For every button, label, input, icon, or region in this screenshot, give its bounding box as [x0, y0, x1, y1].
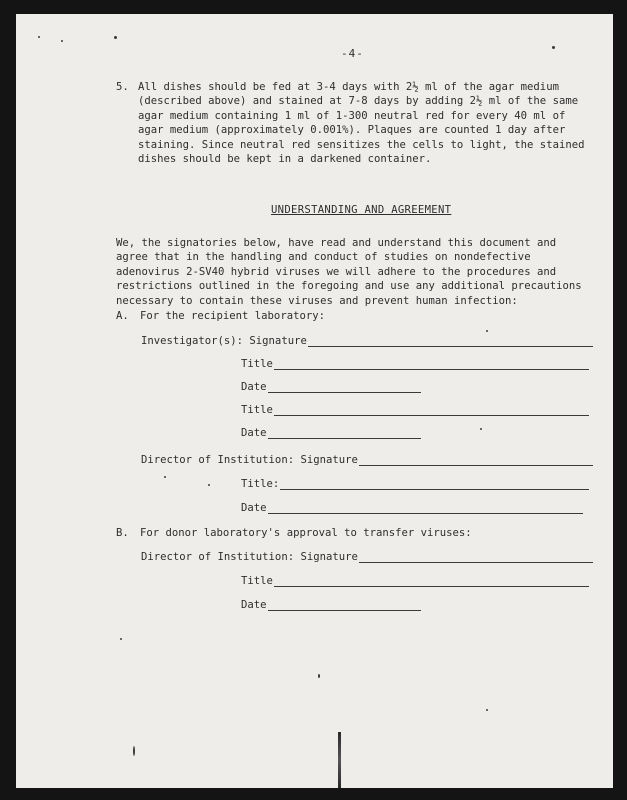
scan-speck: [61, 40, 63, 42]
document-page: [16, 14, 613, 788]
date-label-1: Date: [241, 381, 267, 393]
investigator-title-field-1[interactable]: [241, 358, 589, 370]
item-5-paragraph: [116, 80, 596, 166]
investigator-signature-field[interactable]: [141, 335, 593, 347]
director-signature-line-b[interactable]: [359, 551, 593, 563]
date-line-b[interactable]: [268, 599, 421, 611]
investigator-date-field-2[interactable]: [241, 427, 421, 439]
date-line-1[interactable]: [268, 381, 421, 393]
section-a-label: For the recipient laboratory:: [140, 310, 325, 322]
section-b-letter: B.: [116, 527, 129, 539]
director-signature-field-b[interactable]: [141, 551, 593, 563]
date-label-3: Date: [241, 502, 267, 514]
title-label-3: Title:: [241, 478, 280, 490]
title-line-2[interactable]: [274, 404, 589, 416]
binding-mark: [338, 732, 341, 788]
section-a-heading: [116, 310, 325, 322]
director-date-field-b[interactable]: [241, 599, 421, 611]
scan-speck: [208, 484, 210, 486]
scan-speck: [486, 709, 488, 711]
item-5-number: 5.: [116, 81, 129, 93]
date-label-b: Date: [241, 599, 267, 611]
scan-speck: [486, 330, 488, 332]
director-signature-line-a[interactable]: [359, 454, 593, 466]
item-5-text: All dishes should be fed at 3-4 days with 2½ ml of the agar medium (described above) and stained at 7-8 days by adding 2½ ml of the same agar medium containing 1 ml of 1-300 neutral red for every 40 ml of agar medium (approximately 0.001%). Plaques are counted 1 day after staining. Since neutral red sensitizes the cells to light, the stained dishes should be kept in a darkened container.: [138, 81, 585, 166]
title-line-1[interactable]: [274, 358, 589, 370]
title-line-3[interactable]: [280, 478, 589, 490]
agreement-intro-paragraph: We, the signatories below, have read and understand this document and agree that in the handling and conduct of studies on nondefective adenovirus 2-SV40 hybrid viruses we will adhere to the procedures and restrictions outlined in the foregoing and use any additional precautions necessary to contain these viruses and prevent human infection:: [116, 237, 582, 307]
section-b-label: For donor laboratory's approval to transfer viruses:: [140, 527, 472, 539]
director-title-field-b[interactable]: [241, 575, 589, 587]
investigator-title-field-2[interactable]: [241, 404, 589, 416]
scan-speck: [114, 36, 117, 39]
investigator-date-field-1[interactable]: [241, 381, 421, 393]
section-a-letter: A.: [116, 310, 129, 322]
date-label-2: Date: [241, 427, 267, 439]
title-label-2: Title: [241, 404, 273, 416]
title-label-b: Title: [241, 575, 273, 587]
date-line-3[interactable]: [268, 502, 583, 514]
scan-speck: [120, 638, 122, 640]
scan-speck: [133, 746, 135, 756]
title-line-b[interactable]: [274, 575, 589, 587]
date-line-2[interactable]: [268, 427, 421, 439]
investigator-signature-line[interactable]: [308, 335, 593, 347]
scan-speck: [318, 674, 320, 678]
director-signature-field-a[interactable]: [141, 454, 593, 466]
title-label-1: Title: [241, 358, 273, 370]
director-title-field-a[interactable]: [241, 478, 589, 490]
scan-speck: [164, 476, 166, 478]
investigator-signature-label: Investigator(s): Signature: [141, 335, 307, 347]
section-b-heading: [116, 527, 472, 539]
page-number: -4-: [341, 47, 364, 60]
scan-speck: [552, 46, 555, 49]
director-date-field-a[interactable]: [241, 502, 583, 514]
agreement-heading: UNDERSTANDING AND AGREEMENT: [271, 204, 452, 216]
scan-speck: [480, 428, 482, 430]
director-signature-label-b: Director of Institution: Signature: [141, 551, 358, 563]
scan-speck: [38, 36, 40, 38]
director-signature-label-a: Director of Institution: Signature: [141, 454, 358, 466]
